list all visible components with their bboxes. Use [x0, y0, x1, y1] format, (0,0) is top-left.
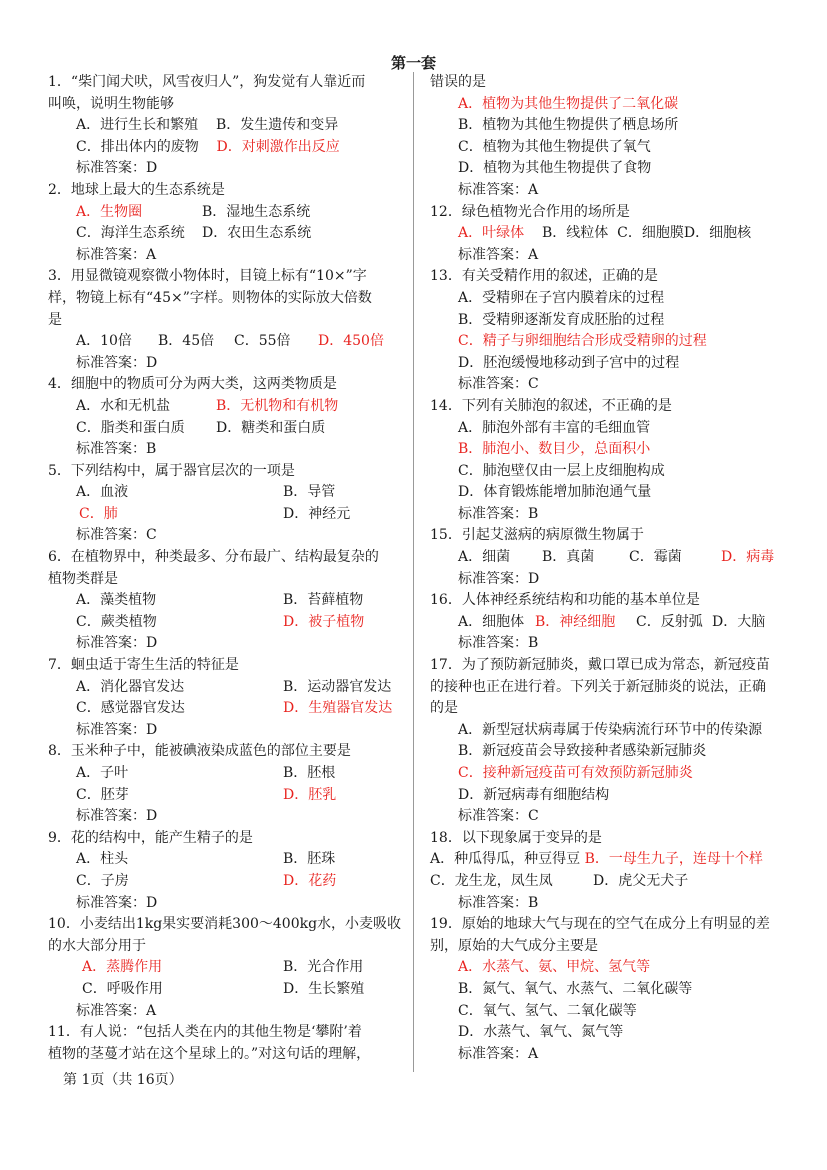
- question-15: [430, 525, 780, 590]
- option-d-correct: D．对刺激作出反应: [216, 138, 340, 155]
- question-stem: 叫唤，说明生物能够: [48, 95, 174, 112]
- option-b: B．氮气、氧气、水蒸气、二氧化碳等: [458, 980, 693, 997]
- option-b: B．新冠疫苗会导致接种者感染新冠肺炎: [458, 743, 707, 760]
- option-d-correct: D．被子植物: [283, 613, 365, 630]
- question-14: [430, 396, 780, 526]
- question-stem: 17．为了预防新冠肺炎，戴口罩已成为常态，新冠疫苗: [430, 657, 770, 674]
- option-d: D．神经元: [283, 505, 351, 522]
- option-a: A．柱头: [76, 851, 129, 868]
- option-row: [430, 871, 780, 893]
- option-row: [48, 115, 396, 137]
- option-c: C．氧气、氢气、二氧化碳等: [458, 1002, 637, 1019]
- option-a: A．10倍: [76, 333, 132, 350]
- option-c: C．海洋生态系统: [76, 225, 185, 242]
- option-a-correct: A．植物为其他生物提供了二氧化碳: [458, 95, 679, 112]
- option-d-correct: D．450倍: [318, 333, 384, 350]
- option-a: A．藻类植物: [76, 592, 157, 609]
- question-stem: 别，原始的大气成分主要是: [430, 937, 598, 954]
- question-stem: 3．用显微镜观察微小物体时，目镜上标有“10×”字: [48, 268, 367, 285]
- question-stem: 8．玉米种子中，能被碘液染成蓝色的部位主要是: [48, 743, 351, 760]
- option-row: [48, 785, 396, 807]
- option-c: C．细胞膜: [617, 225, 684, 242]
- question-stem: 4．细胞中的物质可分为两大类，这两类物质是: [48, 376, 337, 393]
- option-row: [48, 396, 396, 418]
- option-row: [48, 137, 396, 159]
- question-9: [48, 828, 396, 914]
- option-c: C．55倍: [234, 333, 291, 350]
- answer-key: 标准答案：A: [458, 181, 539, 198]
- option-row: [48, 482, 396, 504]
- question-stem: 的水大部分用于: [48, 937, 146, 954]
- answer-key: 标准答案：D: [76, 721, 158, 738]
- question-stem: 的是: [430, 700, 458, 717]
- option-row: [48, 979, 396, 1001]
- page-footer: 第 1页（共 16页）: [63, 1072, 183, 1088]
- option-b: B．光合作用: [283, 959, 364, 976]
- option-row: [430, 223, 780, 245]
- option-b: B．植物为其他生物提供了栖息场所: [458, 117, 679, 134]
- option-a: A．受精卵在子宫内膜着床的过程: [458, 289, 665, 306]
- question-19: [430, 914, 780, 1065]
- option-c: C．胚芽: [76, 786, 129, 803]
- answer-key: 标准答案：B: [458, 505, 539, 522]
- question-6: [48, 547, 396, 655]
- question-10: [48, 914, 402, 1022]
- question-stem: 植物类群是: [48, 570, 118, 587]
- answer-key: 标准答案：A: [76, 246, 157, 263]
- question-17: [430, 655, 780, 828]
- option-d: D．植物为其他生物提供了食物: [458, 160, 652, 177]
- question-8: [48, 741, 396, 827]
- question-stem: 18．以下现象属于变异的是: [430, 829, 602, 846]
- option-b: B．胚根: [283, 765, 336, 781]
- page-title: 第一套: [390, 54, 436, 72]
- option-a: A．水和无机盐: [76, 397, 171, 414]
- option-b-correct: B．神经细胞: [535, 613, 616, 630]
- question-stem: 植物的茎蔓才站在这个星球上的。”对这句话的理解，: [48, 1045, 371, 1062]
- answer-key: 标准答案：B: [458, 894, 539, 911]
- option-c-correct: C．接种新冠疫苗可有效预防新冠肺炎: [458, 765, 693, 781]
- question-stem: 11．有人说：“包括人类在内的其他生物是‘攀附’着: [48, 1024, 362, 1041]
- option-row: [430, 547, 780, 569]
- question-stem: 样，物镜上标有“45×”字样。则物体的实际放大倍数: [48, 289, 372, 306]
- option-b: B．45倍: [158, 333, 215, 350]
- option-a: A．肺泡外部有丰富的毛细血管: [458, 419, 651, 436]
- option-b: B．导管: [283, 484, 336, 501]
- option-d-correct: D．生殖器官发达: [283, 700, 393, 717]
- option-row: [430, 849, 780, 871]
- option-c: C．子房: [76, 872, 129, 889]
- question-stem: 6．在植物界中，种类最多、分布最广、结构最复杂的: [48, 549, 379, 566]
- option-row: [48, 698, 396, 720]
- option-row: [48, 871, 396, 893]
- option-d: D．体育锻炼能增加肺泡通气量: [458, 484, 652, 501]
- option-c: C．反射弧: [636, 613, 703, 630]
- option-row: [48, 849, 396, 871]
- answer-key: 标准答案：A: [76, 1002, 157, 1019]
- option-d: D．新冠病毒有细胞结构: [458, 786, 610, 803]
- option-a: A．子叶: [76, 765, 129, 781]
- option-c: C．感觉器官发达: [76, 700, 185, 717]
- question-stem: 14．下列有关肺泡的叙述，不正确的是: [430, 397, 672, 414]
- option-row: [48, 504, 396, 526]
- question-stem: 9．花的结构中，能产生精子的是: [48, 829, 253, 846]
- answer-key: 标准答案：A: [458, 1045, 539, 1062]
- question-11-continued: [430, 72, 780, 202]
- option-a: A．血液: [76, 484, 129, 501]
- answer-key: 标准答案：D: [76, 354, 158, 371]
- question-5: [48, 461, 396, 547]
- option-a-correct: A．生物圈: [76, 203, 143, 220]
- option-d-correct: D．花药: [283, 872, 337, 889]
- question-stem: 13．有关受精作用的叙述，正确的是: [430, 268, 658, 285]
- option-a-correct: A．叶绿体: [458, 225, 525, 242]
- option-row: [48, 677, 396, 699]
- option-c-correct: C．精子与卵细胞结合形成受精卵的过程: [458, 333, 707, 350]
- question-3: [48, 266, 396, 374]
- option-row: [48, 331, 396, 353]
- right-column: [430, 72, 780, 1065]
- answer-key: 标准答案：D: [76, 894, 158, 911]
- option-d: D．细胞核: [683, 225, 752, 242]
- option-c-correct: C．肺: [79, 505, 118, 522]
- option-c: C．蕨类植物: [76, 613, 157, 630]
- question-stem: 5．下列结构中，属于器官层次的一项是: [48, 462, 295, 479]
- answer-key: 标准答案：A: [458, 246, 539, 263]
- question-stem: 19．原始的地球大气与现在的空气在成分上有明显的差: [430, 916, 770, 933]
- question-13: [430, 266, 780, 396]
- option-c: C．呼吸作用: [82, 980, 163, 997]
- answer-key: 标准答案：B: [76, 441, 157, 458]
- option-a: A．细菌: [458, 549, 511, 566]
- option-row: [48, 590, 396, 612]
- column-divider: [413, 72, 414, 1072]
- question-2: [48, 180, 396, 266]
- question-stem: 1．“柴门闻犬吠，风雪夜归人”，狗发觉有人靠近而: [48, 74, 366, 90]
- option-b: B．发生遗传和变异: [215, 117, 339, 134]
- answer-key: 标准答案：C: [458, 376, 539, 393]
- option-row: [48, 223, 396, 245]
- option-a: A．消化器官发达: [76, 678, 185, 695]
- option-b: B．线粒体: [541, 225, 609, 242]
- answer-key: 标准答案：D: [76, 808, 158, 825]
- option-d: D．虎父无犬子: [593, 872, 689, 889]
- option-c: C．脂类和蛋白质: [76, 419, 185, 436]
- option-c: C．植物为其他生物提供了氧气: [458, 138, 651, 155]
- answer-key: 标准答案：C: [458, 808, 539, 825]
- question-18: [430, 828, 780, 914]
- question-stem: 7．蛔虫适于寄生生活的特征是: [48, 657, 239, 674]
- option-b-correct: B．一母生九子，连母十个样: [584, 851, 763, 868]
- option-row: [48, 612, 396, 634]
- option-row: [430, 612, 780, 634]
- option-a-correct: A．水蒸气、氨、甲烷、氢气等: [458, 959, 651, 976]
- option-a: A．进行生长和繁殖: [76, 117, 199, 134]
- question-stem: 15．引起艾滋病的病原微生物属于: [430, 527, 644, 544]
- answer-key: 标准答案：D: [76, 160, 158, 177]
- option-c: C．霉菌: [629, 549, 682, 566]
- option-d: D．农田生态系统: [202, 225, 312, 242]
- option-d: D．水蒸气、氧气、氮气等: [458, 1024, 624, 1041]
- option-b: B．受精卵逐渐发育成胚胎的过程: [458, 311, 665, 328]
- question-stem: 10．小麦结出1kg果实要消耗300～400kg水，小麦吸收: [48, 916, 402, 933]
- option-d: D．大脑: [712, 613, 766, 630]
- option-d-correct: D．病毒: [721, 549, 775, 566]
- question-stem: 错误的是: [430, 74, 486, 90]
- question-stem: 2．地球上最大的生态系统是: [48, 181, 225, 198]
- question-11: [48, 1022, 396, 1065]
- option-b: B．真菌: [542, 549, 595, 566]
- option-a: A．细胞体: [458, 613, 525, 630]
- option-b: B．胚珠: [283, 851, 336, 868]
- question-stem: 16．人体神经系统结构和功能的基本单位是: [430, 592, 700, 609]
- option-c: C．肺泡壁仅由一层上皮细胞构成: [458, 462, 665, 479]
- question-stem: 的接种也正在进行着。下列关于新冠肺炎的说法，正确: [430, 678, 766, 695]
- question-1: [48, 72, 396, 180]
- option-a: A．新型冠状病毒属于传染病流行环节中的传染源: [458, 721, 763, 738]
- option-b: B．湿地生态系统: [202, 203, 311, 220]
- option-b-correct: B．肺泡小、数目少，总面积小: [458, 441, 651, 458]
- answer-key: 标准答案：D: [458, 570, 540, 587]
- question-12: [430, 202, 780, 267]
- question-stem: 12．绿色植物光合作用的场所是: [430, 203, 630, 220]
- option-d-correct: D．胚乳: [283, 786, 337, 803]
- option-d: D．生长繁殖: [283, 980, 365, 997]
- option-a: A．种瓜得瓜，种豆得豆: [430, 851, 581, 868]
- option-row: [48, 957, 396, 979]
- option-c: C．排出体内的废物: [76, 138, 199, 155]
- answer-key: 标准答案：D: [76, 635, 158, 652]
- option-row: [48, 418, 396, 440]
- answer-key: 标准答案：B: [458, 635, 539, 652]
- option-d: D．胚泡缓慢地移动到子宫中的过程: [458, 354, 680, 371]
- option-b: B．苔藓植物: [283, 592, 364, 609]
- answer-key: 标准答案：C: [76, 527, 157, 544]
- question-4: [48, 374, 396, 460]
- option-row: [48, 202, 396, 224]
- option-row: [48, 763, 396, 785]
- question-stem: 是: [48, 311, 62, 328]
- left-column: [48, 72, 402, 1065]
- option-b-correct: B．无机物和有机物: [216, 397, 339, 414]
- question-7: [48, 655, 396, 741]
- option-c: C．龙生龙，凤生凤: [430, 872, 553, 889]
- question-16: [430, 590, 780, 655]
- option-b: B．运动器官发达: [283, 678, 392, 695]
- option-a-correct: A．蒸腾作用: [82, 959, 163, 976]
- option-d: D．糖类和蛋白质: [216, 419, 326, 436]
